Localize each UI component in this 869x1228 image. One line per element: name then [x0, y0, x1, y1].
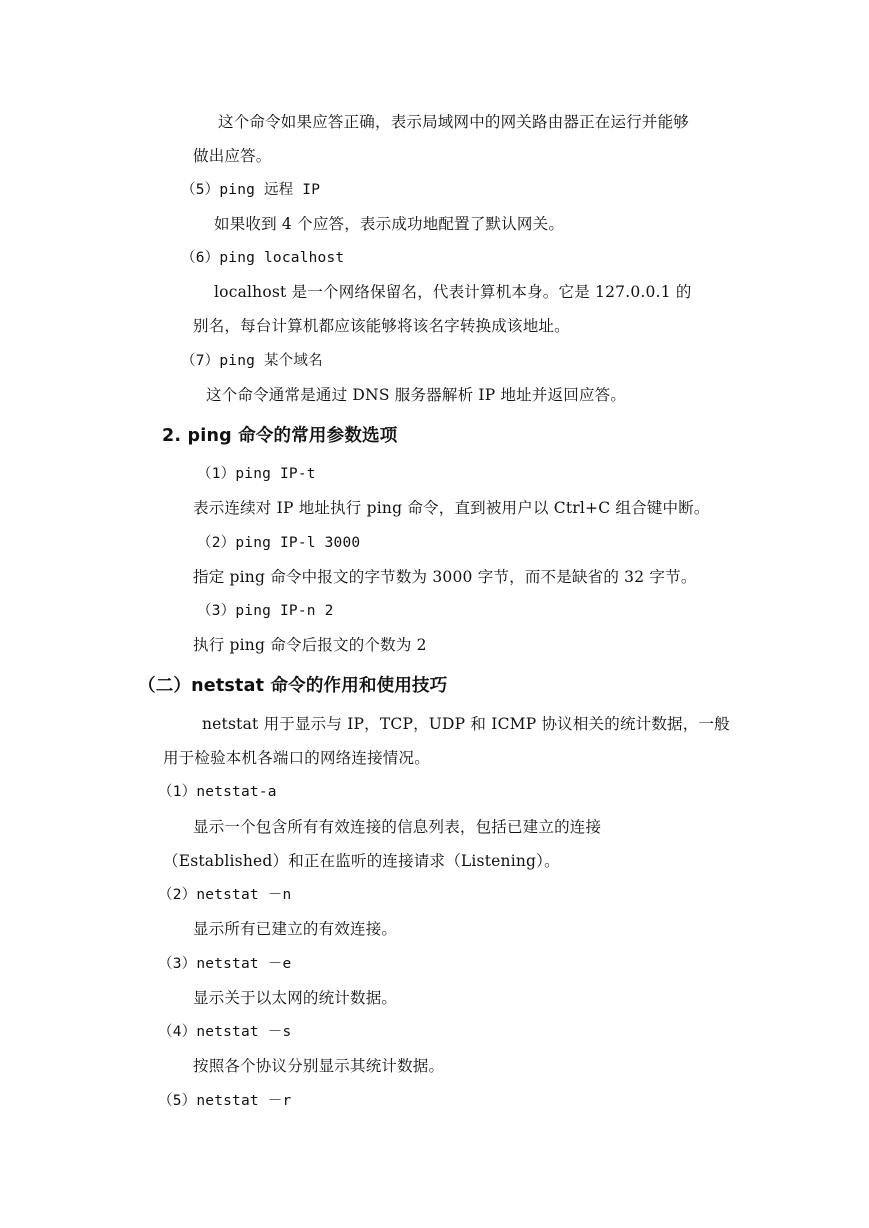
item6-desc-line1: localhost 是一个网络保留名，代表计算机本身。它是 127.0.0.1 的 — [214, 283, 692, 301]
section2-opt3-label: （3）ping IP-n 2 — [197, 603, 334, 619]
item5-desc: 如果收到 4 个应答，表示成功地配置了默认网关。 — [214, 215, 565, 233]
netstat-item2-label: （2）netstat －n — [158, 887, 292, 903]
netstat-item4-label: （4）netstat －s — [158, 1024, 292, 1040]
netstat-item4-desc: 按照各个协议分别显示其统计数据。 — [193, 1057, 445, 1075]
item7-desc: 这个命令通常是通过 DNS 服务器解析 IP 地址并返回应答。 — [206, 386, 627, 404]
item6-label: （6）ping localhost — [181, 250, 345, 266]
section2-opt3-desc: 执行 ping 命令后报文的个数为 2 — [193, 636, 427, 654]
section2-opt1-desc: 表示连续对 IP 地址执行 ping 命令，直到被用户以 Ctrl+C 组合键中断。 — [193, 499, 710, 517]
netstat-item1-label: （1）netstat-a — [158, 784, 277, 800]
netstat-intro-line1: netstat 用于显示与 IP，TCP，UDP 和 ICMP 协议相关的统计数据，一般 — [202, 715, 730, 733]
section2-heading: 2. ping 命令的常用参数选项 — [162, 426, 398, 446]
netstat-item2-desc: 显示所有已建立的有效连接。 — [193, 920, 398, 938]
netstat-heading: （二）netstat 命令的作用和使用技巧 — [138, 676, 448, 696]
para1-line2: 做出应答。 — [193, 147, 272, 165]
netstat-item3-label: （3）netstat －e — [158, 956, 292, 972]
para1-line1: 这个命令如果应答正确，表示局域网中的网关路由器正在运行并能够 — [218, 113, 690, 131]
item6-desc-line2: 别名，每台计算机都应该能够将该名字转换成该地址。 — [193, 317, 570, 335]
section2-opt2-desc: 指定 ping 命令中报文的字节数为 3000 字节，而不是缺省的 32 字节。 — [193, 568, 697, 586]
section2-opt1-label: （1）ping IP-t — [197, 466, 316, 482]
item5-label: （5）ping 远程 IP — [181, 182, 321, 198]
netstat-item1-desc-line2: （Established）和正在监听的连接请求（Listening）。 — [163, 852, 560, 870]
netstat-item3-desc: 显示关于以太网的统计数据。 — [193, 989, 398, 1007]
item7-label: （7）ping 某个域名 — [181, 353, 323, 369]
netstat-item1-desc-line1: 显示一个包含所有有效连接的信息列表，包括已建立的连接 — [193, 818, 602, 836]
netstat-item5-label: （5）netstat －r — [158, 1093, 292, 1109]
section2-opt2-label: （2）ping IP-l 3000 — [197, 535, 361, 551]
netstat-intro-line2: 用于检验本机各端口的网络连接情况。 — [163, 749, 430, 767]
